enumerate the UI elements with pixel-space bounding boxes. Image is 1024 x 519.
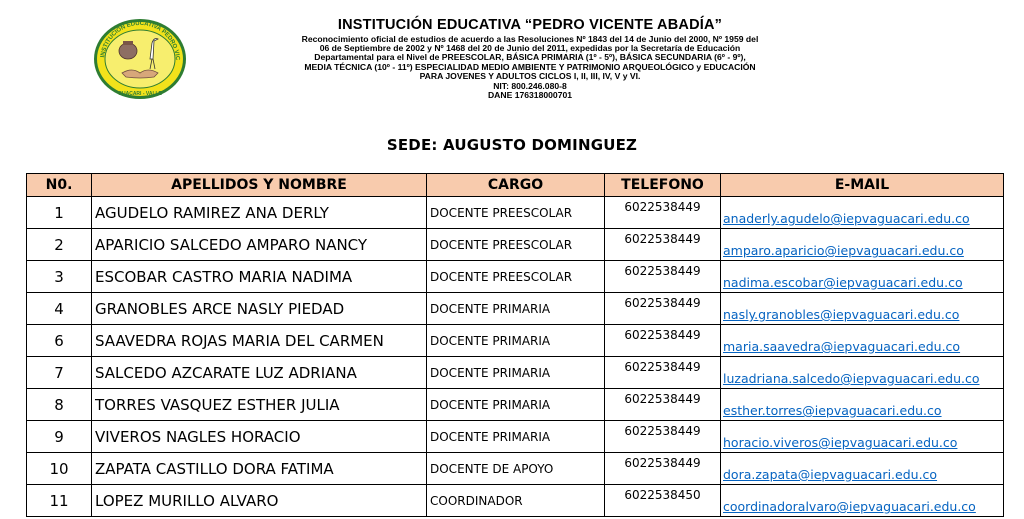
table-row xyxy=(27,421,1004,453)
row-number: 7 xyxy=(27,357,92,389)
table-row xyxy=(27,261,1004,293)
header-line: 06 de Septiembre de 2002 y Nº 1468 del 20 de Junio del 2011, expedidas por la Secretaría de Educación xyxy=(319,42,741,53)
row-email-cell xyxy=(721,293,1004,325)
row-cargo: DOCENTE PREESCOLAR xyxy=(427,229,605,261)
row-telefono: 6022538449 xyxy=(605,421,721,453)
row-cargo: DOCENTE PRIMARIA xyxy=(427,325,605,357)
svg-text:GUACARI - VALLE: GUACARI - VALLE xyxy=(118,91,162,97)
row-telefono: 6022538449 xyxy=(605,229,721,261)
email-link[interactable]: amparo.aparicio@iepvaguacari.edu.co xyxy=(723,243,964,258)
email-link[interactable]: maria.saavedra@iepvaguacari.edu.co xyxy=(723,339,961,354)
row-cargo: COORDINADOR xyxy=(427,485,605,517)
table-row xyxy=(27,357,1004,389)
row-name: VIVEROS NAGLES HORACIO xyxy=(92,421,427,453)
school-seal-icon xyxy=(92,17,188,101)
header-no: N0. xyxy=(27,174,92,197)
row-cargo: DOCENTE PREESCOLAR xyxy=(427,261,605,293)
row-telefono: 6022538449 xyxy=(605,389,721,421)
row-name: GRANOBLES ARCE NASLY PIEDAD xyxy=(92,293,427,325)
row-telefono: 6022538449 xyxy=(605,453,721,485)
email-link[interactable]: luzadriana.salcedo@iepvaguacari.edu.co xyxy=(723,371,980,386)
dane-line: DANE 176318000701 xyxy=(487,89,573,100)
header-line: Departamental para el Nivel de PREESCOLAR, BÁSICA PRIMARIA (1º - 5º), BÁSICA SECUNDARIA (6º - 9º), xyxy=(314,52,746,63)
table-header-row xyxy=(27,174,1004,197)
table-row xyxy=(27,293,1004,325)
header-email: E-MAIL xyxy=(721,174,1004,197)
email-link[interactable]: anaderly.agudelo@iepvaguacari.edu.co xyxy=(723,211,970,226)
header-line: MEDIA TÉCNICA (10º - 11º) ESPECIALIDAD MEDIO AMBIENTE Y PATRIMONIO ARQUEOLÓGICO y EDUCACIÓN xyxy=(304,61,756,72)
header-telefono: TELEFONO xyxy=(605,174,721,197)
header-name: APELLIDOS Y NOMBRE xyxy=(92,174,427,197)
row-cargo: DOCENTE PRIMARIA xyxy=(427,357,605,389)
row-number: 4 xyxy=(27,293,92,325)
table-row xyxy=(27,197,1004,229)
row-name: TORRES VASQUEZ ESTHER JULIA xyxy=(92,389,427,421)
row-telefono: 6022538449 xyxy=(605,261,721,293)
row-telefono: 6022538449 xyxy=(605,325,721,357)
row-email-cell xyxy=(721,485,1004,517)
sede-title: SEDE: AUGUSTO DOMINGUEZ xyxy=(386,136,638,154)
table-row xyxy=(27,453,1004,485)
row-number: 1 xyxy=(27,197,92,229)
row-telefono: 6022538449 xyxy=(605,357,721,389)
header-line: Reconocimiento oficial de estudios de acuerdo a las Resoluciones Nº 1843 del 14 de Junio del 2000, Nº 1959 del xyxy=(301,33,759,44)
institution-header xyxy=(270,18,790,100)
staff-table xyxy=(26,173,1004,517)
email-link[interactable]: esther.torres@iepvaguacari.edu.co xyxy=(723,403,942,418)
row-name: AGUDELO RAMIREZ ANA DERLY xyxy=(92,197,427,229)
row-telefono: 6022538450 xyxy=(605,485,721,517)
row-email-cell xyxy=(721,229,1004,261)
table-row xyxy=(27,389,1004,421)
row-number: 3 xyxy=(27,261,92,293)
row-name: LOPEZ MURILLO ALVARO xyxy=(92,485,427,517)
table-row xyxy=(27,229,1004,261)
row-email-cell xyxy=(721,453,1004,485)
row-name: APARICIO SALCEDO AMPARO NANCY xyxy=(92,229,427,261)
email-link[interactable]: nadima.escobar@iepvaguacari.edu.co xyxy=(723,275,963,290)
header-cargo: CARGO xyxy=(427,174,605,197)
row-cargo: DOCENTE PRIMARIA xyxy=(427,421,605,453)
row-number: 10 xyxy=(27,453,92,485)
row-number: 11 xyxy=(27,485,92,517)
row-number: 6 xyxy=(27,325,92,357)
institution-title: INSTITUCIÓN EDUCATIVA “PEDRO VICENTE ABADÍA” xyxy=(337,17,723,33)
row-name: ZAPATA CASTILLO DORA FATIMA xyxy=(92,453,427,485)
svg-text:INSTITUCION EDUCATIVA PEDRO VI: INSTITUCION EDUCATIVA PEDRO VIC xyxy=(100,20,181,61)
row-email-cell xyxy=(721,261,1004,293)
email-link[interactable]: coordinadoralvaro@iepvaguacari.edu.co xyxy=(723,499,976,514)
row-email-cell xyxy=(721,357,1004,389)
row-cargo: DOCENTE DE APOYO xyxy=(427,453,605,485)
row-name: SAAVEDRA ROJAS MARIA DEL CARMEN xyxy=(92,325,427,357)
table-row xyxy=(27,485,1004,517)
row-cargo: DOCENTE PRIMARIA xyxy=(427,389,605,421)
row-telefono: 6022538449 xyxy=(605,197,721,229)
row-cargo: DOCENTE PREESCOLAR xyxy=(427,197,605,229)
nit-line: NIT: 800.246.080-8 xyxy=(493,80,567,91)
row-name: ESCOBAR CASTRO MARIA NADIMA xyxy=(92,261,427,293)
row-telefono: 6022538449 xyxy=(605,293,721,325)
row-email-cell xyxy=(721,197,1004,229)
row-email-cell xyxy=(721,421,1004,453)
email-link[interactable]: horacio.viveros@iepvaguacari.edu.co xyxy=(723,435,958,450)
email-link[interactable]: nasly.granobles@iepvaguacari.edu.co xyxy=(723,307,960,322)
table-row xyxy=(27,325,1004,357)
row-number: 9 xyxy=(27,421,92,453)
row-email-cell xyxy=(721,389,1004,421)
row-name: SALCEDO AZCARATE LUZ ADRIANA xyxy=(92,357,427,389)
row-number: 2 xyxy=(27,229,92,261)
header-line: PARA JOVENES Y ADULTOS CICLOS I, II, III, IV, V y VI. xyxy=(419,71,641,82)
school-logo xyxy=(92,17,188,101)
row-email-cell xyxy=(721,325,1004,357)
row-number: 8 xyxy=(27,389,92,421)
email-link[interactable]: dora.zapata@iepvaguacari.edu.co xyxy=(723,467,938,482)
row-cargo: DOCENTE PRIMARIA xyxy=(427,293,605,325)
